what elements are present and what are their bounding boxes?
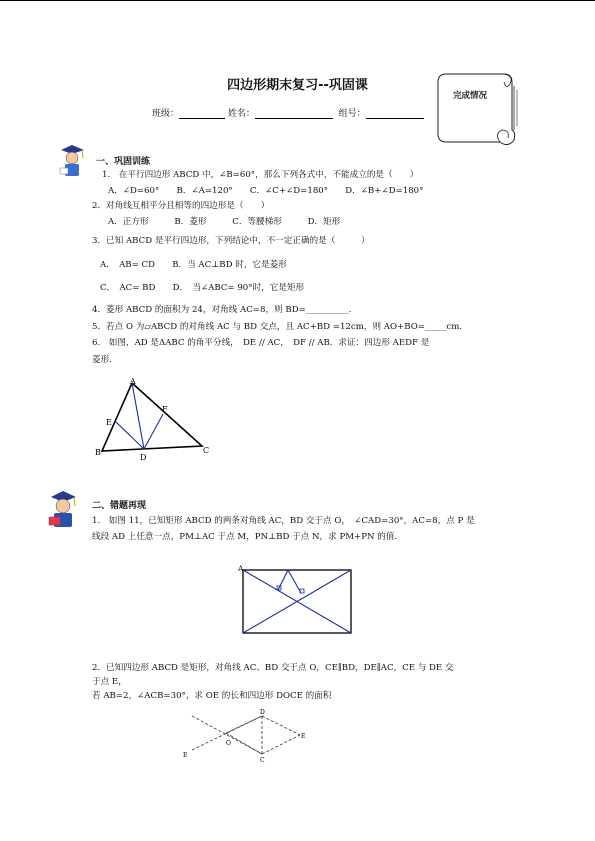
dashed-figure	[180, 704, 315, 764]
q3-options-cd: C． AC= BD D． 当∠ABC= 90°时，它是矩形	[100, 283, 305, 293]
fig1-label-c: C	[203, 446, 210, 455]
q1-text: 1. 在平行四边形 ABCD 中，∠B=60°，那么下列各式中，不能成立的是（ ）	[102, 170, 419, 180]
class-label: 班级：	[152, 109, 180, 119]
q1-options: A．∠D=60° B．∠A=120° C．∠C+∠D=180° D．∠B+∠D=180°	[108, 186, 424, 196]
q4-text: 4．菱形 ABCD 的面积为 24，对角线 AC=8，则 BD=__________.	[92, 305, 352, 315]
q6-text-line1: 6. 如图，AD 是ΔABC 的角平分线， DE // AC， DF // AB．求证：四边形 AEDF 是	[92, 338, 430, 348]
fig2-label-a: A	[238, 564, 244, 573]
page-title: 四边形期末复习--巩固课	[227, 78, 368, 93]
p2-text-line1: 2．已知四边形 ABCD 是矩形，对角线 AC、BD 交于点 O，CE∥BD，DE∥AC，CE 与 DE 交	[92, 663, 454, 673]
scroll-label: 完成情况	[453, 91, 488, 101]
p1-text-line2: 线段 AD 上任意一点，PM⊥AC 于点 M，PN⊥BD 于点 N，求 PM+PN 的值.	[92, 532, 398, 542]
q2-options: A．正方形 B．菱形 C．等腰梯形 D．矩形	[108, 217, 341, 227]
q5-text: 5．若点 O 为▱ABCD 的对角线 AC 与 BD 交点，且 AC+BD =12cm，则 AO+BO=_____cm.	[92, 322, 463, 332]
p2-text-line2: 于点 E，	[92, 677, 127, 687]
fig1-label-a: A	[130, 377, 136, 386]
top-rule	[0, 0, 595, 1]
fig3-label-o: O	[226, 740, 231, 747]
teacher-icon	[58, 142, 86, 180]
rectangle-figure	[236, 562, 358, 638]
q3-options-ab: A． AB= CD B．当 AC⊥BD 时，它是菱形	[100, 260, 287, 270]
q3-text: 3．已知 ABCD 是平行四边形，下列结论中，不一定正确的是（ ）	[92, 236, 370, 246]
scroll-frame	[434, 68, 524, 150]
teacher-reading-icon	[46, 488, 80, 532]
p1-text-line1: 1. 如图 11，已知矩形 ABCD 的两条对角线 AC，BD 交于点 O， ∠CAD=30°，AC=8，点 P 是	[92, 516, 475, 526]
section2-heading: 二、错题再现	[92, 501, 147, 511]
fig1-label-d: D	[140, 453, 147, 462]
q2-text: 2．对角线互相平分且相等的四边形是（ ）	[92, 201, 270, 211]
p2-text-line3: 若 AB=2，∠ACB=30°，求 OE 的长和四边形 DOCE 的面积	[92, 691, 332, 701]
q6-text-line2: 菱形.	[92, 355, 112, 365]
name-blank	[255, 108, 333, 119]
name-label: 姓名：	[227, 109, 255, 119]
group-blank	[366, 108, 424, 119]
section1-heading: 一、巩固训练	[96, 157, 151, 167]
fig3-label-d: D	[260, 709, 265, 716]
fig1-label-b: B	[95, 448, 101, 457]
class-blank	[179, 108, 225, 119]
fig1-label-f: F	[162, 405, 168, 414]
fig3-label-e-right: E	[301, 733, 306, 740]
fig3-label-c: C	[260, 757, 265, 764]
student-info-line	[152, 106, 424, 119]
triangle-figure	[90, 374, 220, 464]
fig1-label-e: E	[106, 418, 112, 427]
group-label: 组号：	[338, 109, 366, 119]
fig3-label-e-left: E	[183, 752, 188, 759]
